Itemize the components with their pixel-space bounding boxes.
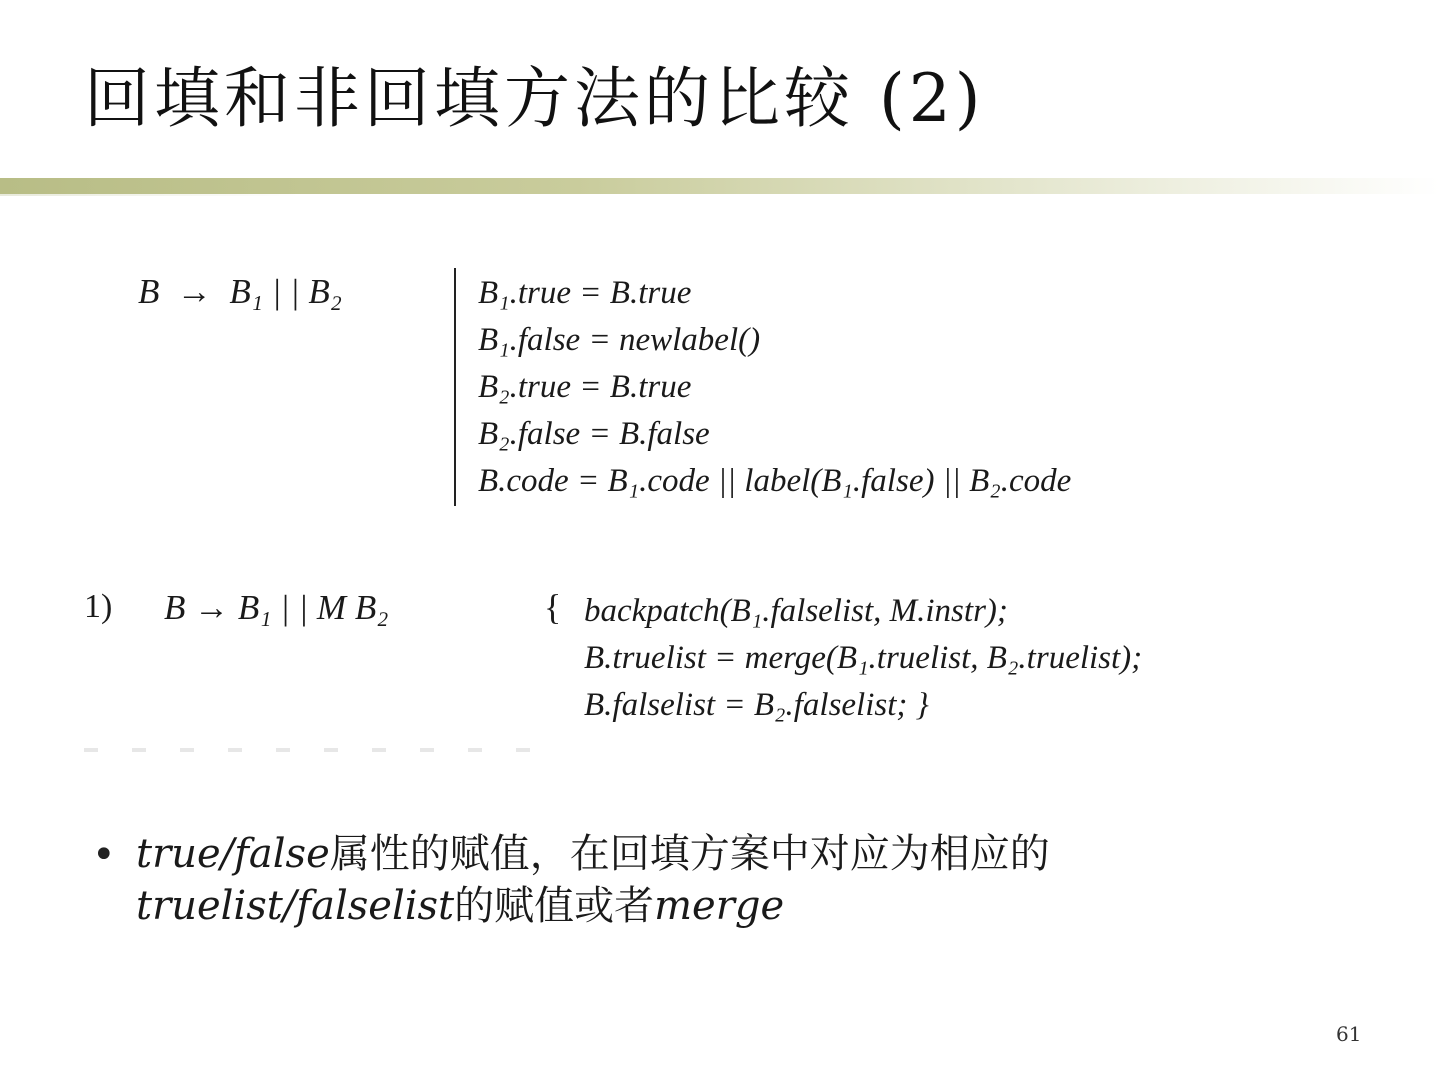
bullet-term-truefalse: true/false: [136, 831, 330, 877]
production-1-rule: B.code = B₁.code || label(B₁.false) || B₂.code: [478, 463, 1072, 499]
rule-separator-bar: [454, 268, 456, 506]
production-2-rule: backpatch(B₁.falselist, M.instr);: [584, 593, 1008, 629]
production-2-number: 1): [84, 588, 113, 625]
production-2-header: B → B₁ | | M B₂: [164, 588, 389, 627]
title-rule: [0, 178, 1440, 194]
production-2-rules: [584, 588, 1142, 729]
bullet-term-merge: merge: [654, 883, 785, 929]
production-1-header: [138, 272, 342, 312]
production-1-body: B₁ | | B₂: [229, 272, 342, 311]
production-1-rules: [478, 270, 1071, 505]
bullet-marker: •: [92, 832, 116, 878]
production-1-head: B: [138, 272, 160, 311]
production-2-rule: B.truelist = merge(B₁.truelist, B₂.truelist);: [584, 640, 1143, 676]
production-1-rule: B₂.false = B.false: [478, 416, 710, 452]
production-1-rule: B₁.false = newlabel(): [478, 322, 761, 358]
bullet-text: [136, 828, 1276, 932]
title-rule-shadow: [0, 194, 300, 196]
production-2-brace: {: [544, 587, 562, 627]
bullet-text-part: 属性的赋值，在回填方案中对应为相应的: [329, 831, 1050, 877]
production-2-rule: B.falselist = B₂.falselist; }: [584, 687, 929, 723]
production-1-rule: B₂.true = B.true: [478, 369, 692, 405]
faded-line-artifact: [84, 748, 564, 752]
slide-title: 回填和非回填方法的比较 (2): [84, 60, 985, 137]
production-1-arrow: →: [176, 272, 212, 311]
page-number: 61: [1336, 1022, 1362, 1046]
bullet-text-part: 的赋值或者: [454, 883, 655, 929]
bullet-term-lists: truelist/falselist: [136, 883, 455, 929]
production-1-rule: B₁.true = B.true: [478, 275, 692, 311]
